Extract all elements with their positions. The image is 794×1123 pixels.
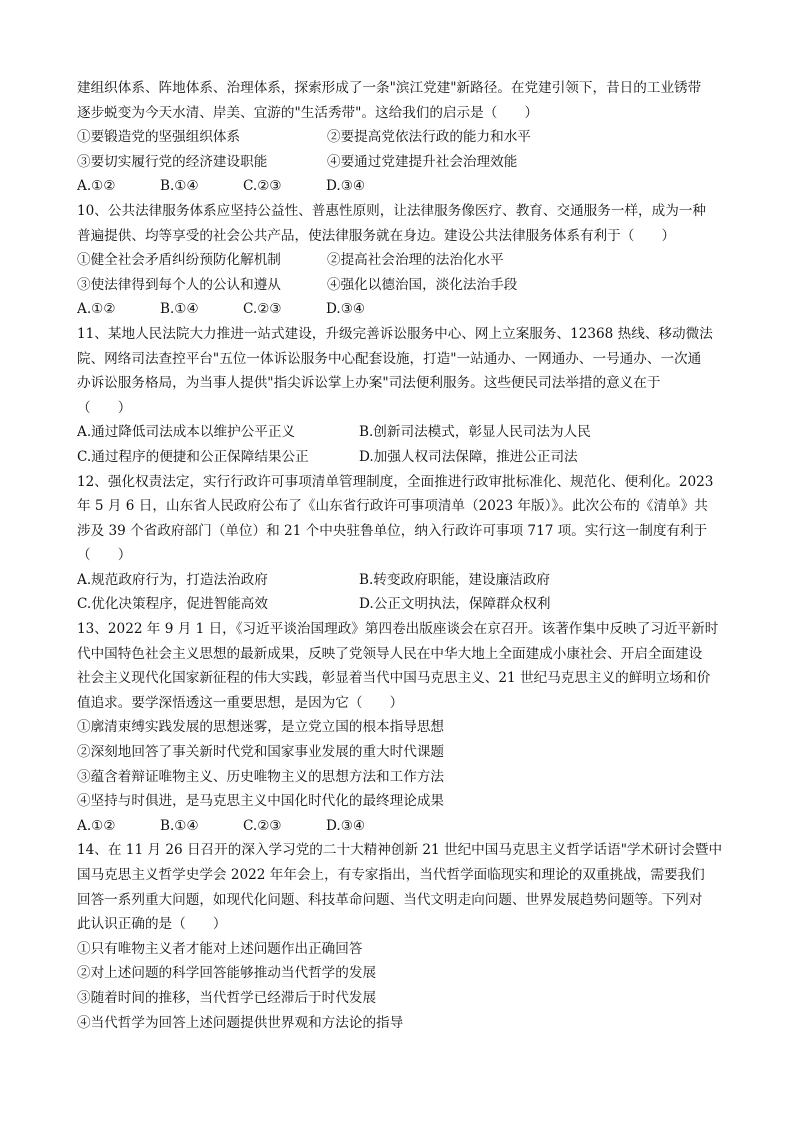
question-11 <box>77 322 722 470</box>
question-stem-line: 国马克思主义哲学史学会 2022 年年会上，有专家指出，当代哲学面临现实和理论的双重挑战，需要我们 <box>77 867 705 883</box>
item-3: ③使法律得到每个人的公认和遵从 <box>77 276 281 293</box>
choice-row <box>77 420 722 445</box>
exam-content <box>77 76 722 1035</box>
question-stem-line: 社会主义现代化国家新征程的伟大实践，彰显着当代中国马克思主义、21 世纪马克思主义的鲜明立场和价 <box>77 670 711 687</box>
item-2: ②深刻地回答了事关新时代党和国家事业发展的重大时代课题 <box>77 744 445 761</box>
choice-b: B.创新司法模式，彰显人民司法为人民 <box>359 424 591 441</box>
choice-c: C.优化决策程序，促进智能高效 <box>77 596 268 613</box>
question-stem-line: 涉及 39 个省政府部门（单位）和 21 个中央驻鲁单位，纳入行政许可事项 717 项。实行这一制度有利于 <box>77 522 708 539</box>
item-2: ②要提高党依法行政的能力和水平 <box>327 129 531 146</box>
choice-a: A.规范政府行为，打造法治政府 <box>77 571 268 588</box>
question-stem-line: 办诉讼服务格局，为当事人提供"指尖诉讼掌上办案"司法便利服务。这些便民司法举措的意义在于 <box>77 375 661 392</box>
question-13 <box>77 617 722 838</box>
question-stem-line: 此认识正确的是（ ） <box>77 916 227 933</box>
choice-b: B.①④ <box>160 178 199 195</box>
question-stem-line: 年 5 月 6 日，山东省人民政府公布了《山东省行政许可事项清单（2023 年版）》。此次公布的《清单》共 <box>77 498 708 515</box>
item-1: ①要锻造党的坚强组织体系 <box>77 129 241 146</box>
choice-row <box>77 814 722 839</box>
item-1: ①健全社会矛盾纠纷预防化解机制 <box>77 252 281 269</box>
question-stem-line: 13、2022 年 9 月 1 日，《习近平谈治国理政》第四卷出版座谈会在京召开。该著作集中反映了习近平新时 <box>77 621 719 638</box>
question-stem-line: 逐步蜕变为今天水清、岸美、宜游的"生活秀带"。这给我们的启示是（ ） <box>77 104 539 121</box>
choice-d: D.③④ <box>326 301 366 318</box>
item-4: ④坚持与时俱进，是马克思主义中国化时代化的最终理论成果 <box>77 793 445 810</box>
choice-a: A.①② <box>77 178 116 195</box>
question-stem-line: 14、在 11 月 26 日召开的深入学习党的二十大精神创新 21 世纪中国马克思主义哲学话语"学术研讨会暨中 <box>77 842 722 859</box>
choice-row <box>77 297 722 322</box>
choice-row <box>77 568 722 593</box>
question-stem-line: 12、强化权责法定，实行行政许可事项清单管理制度，全面推进行政审批标准化、规范化、便利化。2023 <box>77 473 714 490</box>
item-2: ②提高社会治理的法治化水平 <box>327 252 504 269</box>
question-12 <box>77 470 722 618</box>
item-4: ④当代哲学为回答上述问题提供世界观和方法论的指导 <box>77 1014 404 1031</box>
item-4: ④要通过党建提升社会治理效能 <box>327 153 518 170</box>
item-3: ③蕴含着辩证唯物主义、历史唯物主义的思想方法和工作方法 <box>77 768 445 785</box>
question-14 <box>77 838 722 1035</box>
choice-b: B.①④ <box>160 301 199 318</box>
item-2: ②对上述问题的科学回答能够推动当代哲学的发展 <box>77 965 377 982</box>
choice-row <box>77 445 722 470</box>
question-stem-line: （ ） <box>77 399 132 416</box>
question-stem-line: 院、网络司法查控平台"五位一体诉讼服务中心配套设施，打造"一站通办、一网通办、一号通办、一次通 <box>77 350 702 367</box>
choice-d: D.③④ <box>326 817 366 834</box>
question-9 <box>77 76 722 199</box>
choice-a: A.通过降低司法成本以维护公平正义 <box>77 424 296 441</box>
question-stem-line: 10、公共法律服务体系应坚持公益性、普惠性原则，让法律服务像医疗、教育、交通服务一样，成为一种 <box>77 202 707 219</box>
question-stem-line: 回答一系列重大问题，如现代化问题、科技革命问题、当代文明走向问题、世界发展趋势问题等。下列对 <box>77 891 703 908</box>
choice-c: C.②③ <box>243 301 282 318</box>
item-3: ③要切实履行党的经济建设职能 <box>77 153 268 170</box>
choice-b: B.①④ <box>160 817 199 834</box>
item-row <box>77 125 722 150</box>
choice-c: C.通过程序的便捷和公正保障结果公正 <box>77 448 309 465</box>
question-stem-line: （ ） <box>77 547 132 564</box>
choice-c: C.②③ <box>243 178 282 195</box>
choice-a: A.①② <box>77 817 116 834</box>
item-row <box>77 248 722 273</box>
item-row <box>77 273 722 298</box>
item-1: ①廓清束缚实践发展的思想迷雾，是立党立国的根本指导思想 <box>77 719 445 736</box>
choice-d: D.③④ <box>326 178 366 195</box>
question-stem-line: 建组织体系、阵地体系、治理体系，探索形成了一条"滨江党建"新路径。在党建引领下，昔日的工业锈带 <box>77 80 702 96</box>
item-row <box>77 150 722 175</box>
choice-b: B.转变政府职能，建设廉洁政府 <box>359 571 551 588</box>
choice-row <box>77 592 722 617</box>
item-1: ①只有唯物主义者才能对上述问题作出正确回答 <box>77 940 363 957</box>
choice-a: A.①② <box>77 301 116 318</box>
choice-c: C.②③ <box>243 817 282 834</box>
question-stem-line: 普遍提供、均等享受的社会公共产品，使法律服务就在身边。建设公共法律服务体系有利于（ ） <box>77 227 676 244</box>
question-stem-line: 代中国特色社会主义思想的最新成果，反映了党领导人民在中华大地上全面建成小康社会、开启全面建设 <box>77 645 703 662</box>
item-4: ④强化以德治国，淡化法治手段 <box>327 276 518 293</box>
choice-row <box>77 174 722 199</box>
question-stem-line: 值追求。要学深悟透这一重要思想，是因为它（ ） <box>77 694 404 711</box>
choice-d: D.公正文明执法，保障群众权利 <box>359 596 551 613</box>
question-stem-line: 11、某地人民法院大力推进一站式建设，升级完善诉讼服务中心、网上立案服务、12368 热线、移动微法 <box>77 325 713 342</box>
choice-d: D.加强人权司法保障，推进公正司法 <box>359 448 578 465</box>
item-3: ③随着时间的推移，当代哲学已经滞后于时代发展 <box>77 989 377 1006</box>
question-10 <box>77 199 722 322</box>
